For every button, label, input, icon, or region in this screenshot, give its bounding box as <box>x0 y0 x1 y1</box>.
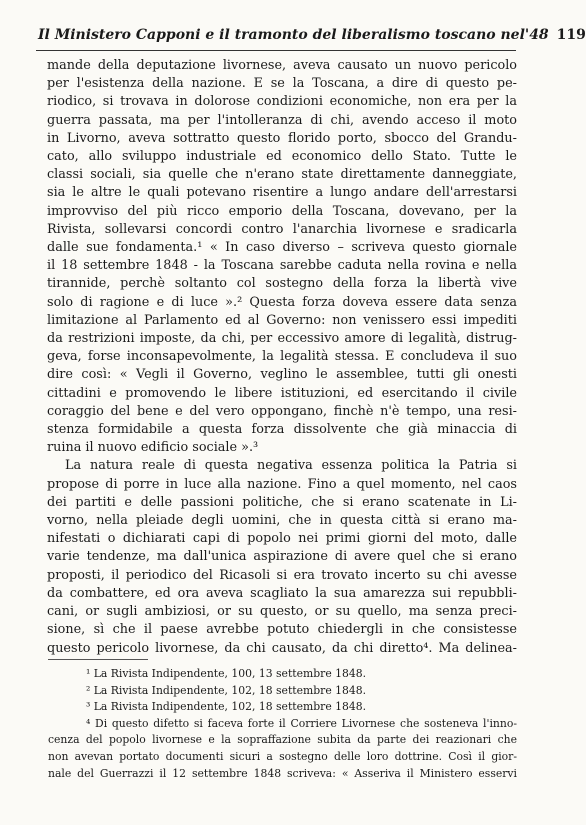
running-title: Il Ministero Capponi e il tramonto del liberalismo toscano nel'48 <box>38 27 549 43</box>
text-line: propose di porre in luce alla nazione. Fino a quel momento, nel caos <box>47 476 517 492</box>
footnote-rule <box>48 659 148 660</box>
footnote-line: ² La Rivista Indipendente, 102, 18 settembre 1848. <box>86 683 367 697</box>
footnote-line: ⁴ Di questo difetto si faceva forte il Corriere Livornese che sosteneva l'inno- <box>86 716 517 730</box>
footnote-line: cenza del popolo livornese e la sopraffazione subita da parte dei reazionari che <box>48 733 517 747</box>
text-line: da combattere, ed ora aveva scagliato la sua amarezza sui repubbli- <box>47 585 517 601</box>
footnotes <box>48 666 517 782</box>
running-head <box>38 27 586 43</box>
text-line: varie tendenze, ma dall'unica aspirazione di avere quel che si erano <box>47 549 517 565</box>
text-line: limitazione al Parlamento ed al Governo: non venissero essi impediti <box>47 312 517 328</box>
text-line: mande della deputazione livornese, aveva causato un nuovo pericolo <box>47 58 517 73</box>
footnote-line: nale del Guerrazzi il 12 settembre 1848 scriveva: « Asseriva il Ministero esservi <box>48 766 517 780</box>
text-line: questo pericolo livornese, da chi causato, da chi diretto⁴. Ma delinea- <box>47 640 517 656</box>
footnote-line: ¹ La Rivista Indipendente, 100, 13 settembre 1848. <box>86 667 367 680</box>
text-line: guerra passata, ma per l'intolleranza di chi, avendo acceso il moto <box>47 112 517 128</box>
text-line: da restrizioni imposte, da chi, per eccessivo amore di legalità, distrug- <box>47 331 517 347</box>
text-line: La natura reale di questa negativa essenza politica la Patria si <box>65 458 517 474</box>
header-rule <box>36 50 516 51</box>
text-line: geva, forse inconsapevolmente, la legalità stessa. E concludeva il suo <box>47 349 517 365</box>
text-line: in Livorno, aveva sottratto questo florido porto, sbocco del Grandu- <box>47 130 517 146</box>
text-line: proposti, il periodico del Ricasoli si era trovato incerto su chi avesse <box>47 567 517 583</box>
body-text <box>47 57 517 658</box>
text-line: per l'esistenza della nazione. E se la Toscana, a dire di questo pe- <box>47 76 517 92</box>
text-line: solo di ragione e di luce ».² Questa forza doveva essere data senza <box>47 294 517 310</box>
text-line: riodico, si trovava in dolorose condizioni economiche, non era per la <box>47 94 517 110</box>
text-line: nifestati o dichiarati capi di popolo nei primi giorni del moto, dalle <box>47 531 517 547</box>
text-line: coraggio del bene e del vero oppongano, finchè n'è tempo, una resi- <box>47 403 517 419</box>
text-line: dei partiti e delle passioni politiche, che si erano scatenate in Li- <box>47 494 517 510</box>
text-line: dalle sue fondamenta.¹ « In caso diverso – scriveva questo giornale <box>47 240 517 256</box>
text-line: tirannide, perchè soltanto col sostegno della forza la libertà vive <box>47 276 517 292</box>
text-line: cato, allo sviluppo industriale ed economico dello Stato. Tutte le <box>47 149 517 165</box>
text-line: sione, sì che il paese avrebbe potuto chiedergli in che consistesse <box>47 622 517 638</box>
text-line: improvviso del più ricco emporio della Toscana, dovevano, per la <box>47 203 517 219</box>
text-line: stenza formidabile a questa forza dissolvente che già minaccia di <box>47 422 517 438</box>
page-number: 119 <box>556 27 586 43</box>
text-line: vorno, nella pleiade degli uomini, che in questa città si erano ma- <box>47 513 517 529</box>
text-line: dire così: « Vegli il Governo, veglino le assemblee, tutti gli onesti <box>47 367 517 383</box>
text-line: ruina il nuovo edificio sociale ».³ <box>47 440 259 456</box>
text-line: cittadini e promovendo le libere istituzioni, ed esercitando il civile <box>47 385 517 401</box>
text-line: cani, or sugli ambiziosi, or su questo, or su quello, ma senza preci- <box>47 604 517 620</box>
text-line: Rivista, sollevarsi concordi contro l'anarchia livornese e sradicarla <box>47 221 517 237</box>
footnote-line: non avevan portato documenti sicuri a sostegno delle loro dottrine. Così il gior- <box>48 749 517 763</box>
footnote-line: ³ La Rivista Indipendente, 102, 18 settembre 1848. <box>86 700 367 714</box>
text-line: sia le altre le quali potevano risentire a lungo andare dell'arrestarsi <box>47 185 517 201</box>
text-line: il 18 settembre 1848 - la Toscana sarebbe caduta nella rovina e nella <box>47 258 517 274</box>
text-line: classi sociali, sia quelle che n'erano state direttamente danneggiate, <box>47 167 517 183</box>
